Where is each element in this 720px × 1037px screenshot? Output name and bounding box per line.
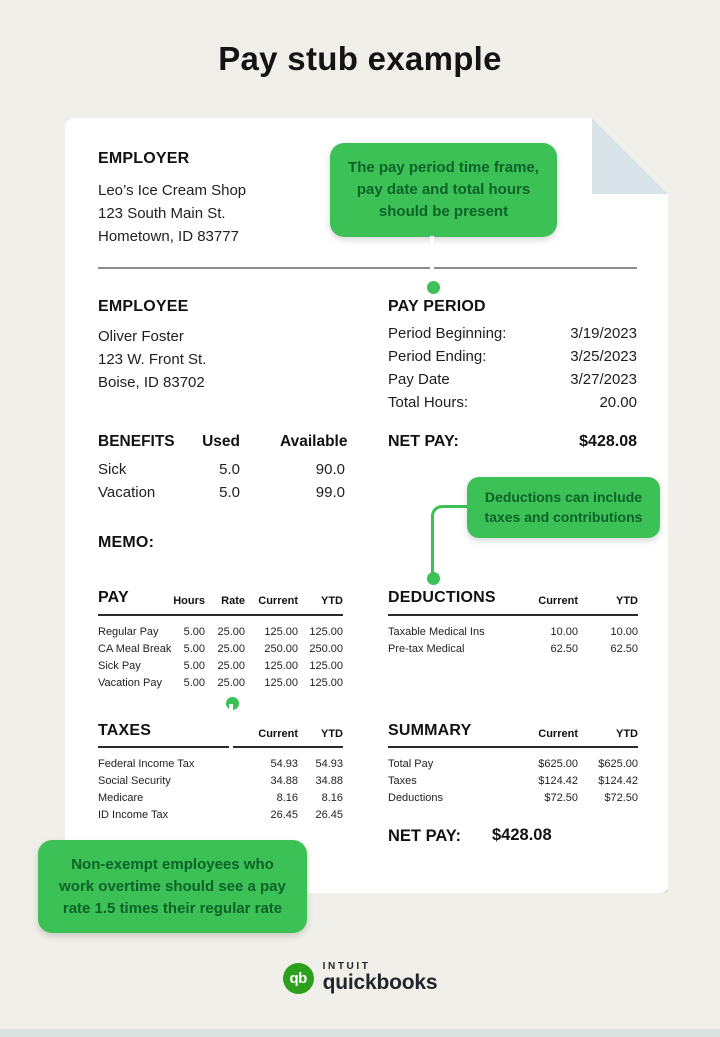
pay-row-rate: 25.00 bbox=[217, 677, 245, 689]
benefits-row bbox=[98, 484, 345, 504]
pay-row-name: Vacation Pay bbox=[98, 677, 163, 689]
pay-period-row bbox=[388, 325, 637, 348]
employer-address-line2: Hometown, ID 83777 bbox=[98, 228, 239, 245]
deductions-table-rule bbox=[388, 614, 638, 616]
pay-row bbox=[98, 643, 343, 660]
pay-row-current: 125.00 bbox=[264, 677, 298, 689]
employee-address bbox=[98, 325, 206, 394]
pay-row-hours: 5.00 bbox=[183, 643, 205, 655]
pay-period-label: Period Beginning: bbox=[388, 325, 507, 342]
callout-line: taxes and contributions bbox=[484, 509, 643, 525]
folded-corner-icon bbox=[592, 118, 668, 194]
employer-name: Leo’s Ice Cream Shop bbox=[98, 182, 247, 199]
employer-address bbox=[98, 179, 246, 248]
footer-logo bbox=[0, 961, 720, 995]
tax-name: Social Security bbox=[98, 775, 171, 787]
deduction-name: Taxable Medical Ins bbox=[388, 626, 485, 638]
pay-row-hours: 5.00 bbox=[183, 677, 205, 689]
taxes-table-rule bbox=[98, 746, 343, 748]
pay-period-heading: PAY PERIOD bbox=[388, 298, 486, 315]
summary-col-ytd: YTD bbox=[616, 728, 638, 740]
tax-current: 26.45 bbox=[270, 809, 298, 821]
benefits-col-available: Available bbox=[280, 433, 348, 450]
pay-row-rate: 25.00 bbox=[217, 626, 245, 638]
summary-name: Total Pay bbox=[388, 758, 434, 770]
tax-name: Medicare bbox=[98, 792, 144, 804]
tax-row bbox=[98, 792, 343, 809]
deduction-current: 10.00 bbox=[550, 626, 578, 638]
pay-col-current: Current bbox=[258, 595, 298, 607]
pay-row-current: 250.00 bbox=[264, 643, 298, 655]
tax-current: 34.88 bbox=[270, 775, 298, 787]
pay-table-rule bbox=[98, 614, 343, 616]
benefits-heading: BENEFITS bbox=[98, 433, 175, 450]
summary-net-pay-value: $428.08 bbox=[492, 826, 552, 844]
deductions-col-ytd: YTD bbox=[616, 595, 638, 607]
summary-name: Deductions bbox=[388, 792, 444, 804]
taxes-col-ytd: YTD bbox=[321, 728, 343, 740]
pay-period-label: Pay Date bbox=[388, 371, 450, 388]
employer-heading: EMPLOYER bbox=[98, 150, 190, 167]
pay-period-label: Total Hours: bbox=[388, 394, 469, 411]
pay-row-hours: 5.00 bbox=[183, 626, 205, 638]
callout-connector-elbow bbox=[431, 505, 467, 579]
tax-current: 8.16 bbox=[276, 792, 298, 804]
deduction-row bbox=[388, 643, 638, 660]
callout-line: should be present bbox=[378, 203, 509, 220]
summary-current: $124.42 bbox=[538, 775, 578, 787]
benefit-name: Sick bbox=[98, 461, 127, 478]
summary-ytd: $124.42 bbox=[598, 775, 638, 787]
pay-period-value: 20.00 bbox=[599, 394, 637, 411]
summary-ytd: $72.50 bbox=[604, 792, 638, 804]
pay-row-ytd: 250.00 bbox=[309, 643, 343, 655]
summary-row bbox=[388, 792, 638, 809]
callout-line: pay date and total hours bbox=[356, 181, 531, 198]
pay-col-hours: Hours bbox=[173, 595, 205, 607]
tax-ytd: 34.88 bbox=[315, 775, 343, 787]
benefits-header-row bbox=[98, 433, 348, 453]
pay-period-value: 3/19/2023 bbox=[570, 325, 637, 342]
tax-ytd: 26.45 bbox=[315, 809, 343, 821]
pay-row-name: Sick Pay bbox=[98, 660, 141, 672]
pay-row bbox=[98, 660, 343, 677]
callout-connector-dot bbox=[427, 281, 440, 294]
callout-line: work overtime should see a pay bbox=[59, 878, 286, 895]
pay-period-row bbox=[388, 371, 637, 394]
pay-row-ytd: 125.00 bbox=[309, 626, 343, 638]
employer-address-line1: 123 South Main St. bbox=[98, 205, 226, 222]
tax-ytd: 8.16 bbox=[321, 792, 343, 804]
intuit-wordmark: INTUIT bbox=[322, 961, 371, 972]
pay-row-current: 125.00 bbox=[264, 626, 298, 638]
tax-ytd: 54.93 bbox=[315, 758, 343, 770]
tax-row bbox=[98, 775, 343, 792]
taxes-col-current: Current bbox=[258, 728, 298, 740]
employee-address-line1: 123 W. Front St. bbox=[98, 351, 207, 368]
callout-pay-period bbox=[330, 143, 557, 237]
bottom-accent-strip bbox=[0, 1029, 720, 1037]
pay-period-row bbox=[388, 394, 637, 417]
pay-row bbox=[98, 677, 343, 694]
pay-period-row bbox=[388, 348, 637, 371]
benefits-col-used: Used bbox=[202, 433, 240, 450]
summary-row bbox=[388, 775, 638, 792]
benefit-used: 5.0 bbox=[219, 484, 240, 501]
deduction-name: Pre-tax Medical bbox=[388, 643, 465, 655]
net-pay-label: NET PAY: bbox=[388, 433, 459, 450]
deduction-row bbox=[388, 626, 638, 643]
pay-row bbox=[98, 626, 343, 643]
pay-row-current: 125.00 bbox=[264, 660, 298, 672]
deduction-ytd: 10.00 bbox=[610, 626, 638, 638]
employee-name: Oliver Foster bbox=[98, 328, 184, 345]
pay-period-rows bbox=[388, 325, 637, 417]
pay-period-label: Period Ending: bbox=[388, 348, 487, 365]
employee-address-line2: Boise, ID 83702 bbox=[98, 374, 205, 391]
deductions-heading: DEDUCTIONS bbox=[388, 589, 496, 606]
summary-current: $625.00 bbox=[538, 758, 578, 770]
quickbooks-logo-icon: qb bbox=[283, 963, 314, 994]
quickbooks-wordmark: quickbooks bbox=[322, 971, 438, 994]
benefit-name: Vacation bbox=[98, 484, 156, 501]
benefit-used: 5.0 bbox=[219, 461, 240, 478]
pay-row-name: CA Meal Break bbox=[98, 643, 172, 655]
tax-name: Federal Income Tax bbox=[98, 758, 195, 770]
taxes-heading: TAXES bbox=[98, 722, 152, 739]
employee-heading: EMPLOYEE bbox=[98, 298, 189, 315]
summary-net-pay-label: NET PAY: bbox=[388, 827, 462, 845]
memo-heading: MEMO: bbox=[98, 534, 155, 551]
tax-row bbox=[98, 758, 343, 775]
pay-row-rate: 25.00 bbox=[217, 660, 245, 672]
pay-row-hours: 5.00 bbox=[183, 660, 205, 672]
pay-col-ytd: YTD bbox=[321, 595, 343, 607]
pay-table-heading: PAY bbox=[98, 589, 129, 606]
deductions-col-current: Current bbox=[538, 595, 578, 607]
summary-current: $72.50 bbox=[544, 792, 578, 804]
callout-connector-line bbox=[229, 704, 233, 840]
callout-deductions bbox=[467, 477, 660, 538]
callout-line: Deductions can include bbox=[484, 489, 643, 505]
callout-overtime bbox=[38, 840, 307, 933]
summary-ytd: $625.00 bbox=[598, 758, 638, 770]
summary-col-current: Current bbox=[538, 728, 578, 740]
benefits-row bbox=[98, 461, 345, 481]
summary-table-rule bbox=[388, 746, 638, 748]
callout-line: The pay period time frame, bbox=[348, 159, 539, 176]
summary-name: Taxes bbox=[388, 775, 417, 787]
section-divider bbox=[98, 267, 637, 269]
brand-wordmark bbox=[323, 961, 438, 995]
callout-line: Non-exempt employees who bbox=[71, 856, 274, 873]
tax-name: ID Income Tax bbox=[98, 809, 169, 821]
deduction-ytd: 62.50 bbox=[610, 643, 638, 655]
pay-period-value: 3/25/2023 bbox=[570, 348, 637, 365]
tax-current: 54.93 bbox=[270, 758, 298, 770]
net-pay-value: $428.08 bbox=[579, 433, 637, 450]
callout-line: rate 1.5 times their regular rate bbox=[62, 900, 283, 917]
summary-row bbox=[388, 758, 638, 775]
pay-col-rate: Rate bbox=[221, 595, 245, 607]
pay-row-ytd: 125.00 bbox=[309, 660, 343, 672]
benefit-available: 90.0 bbox=[315, 461, 345, 478]
pay-row-ytd: 125.00 bbox=[309, 677, 343, 689]
summary-heading: SUMMARY bbox=[388, 722, 472, 739]
deduction-current: 62.50 bbox=[550, 643, 578, 655]
pay-period-value: 3/27/2023 bbox=[570, 371, 637, 388]
page-title: Pay stub example bbox=[218, 40, 502, 77]
benefit-available: 99.0 bbox=[315, 484, 345, 501]
pay-row-rate: 25.00 bbox=[217, 643, 245, 655]
tax-row bbox=[98, 809, 343, 826]
pay-row-name: Regular Pay bbox=[98, 626, 159, 638]
callout-connector-line bbox=[430, 236, 434, 282]
callout-connector-dot bbox=[427, 572, 440, 585]
net-pay-top bbox=[388, 433, 637, 455]
